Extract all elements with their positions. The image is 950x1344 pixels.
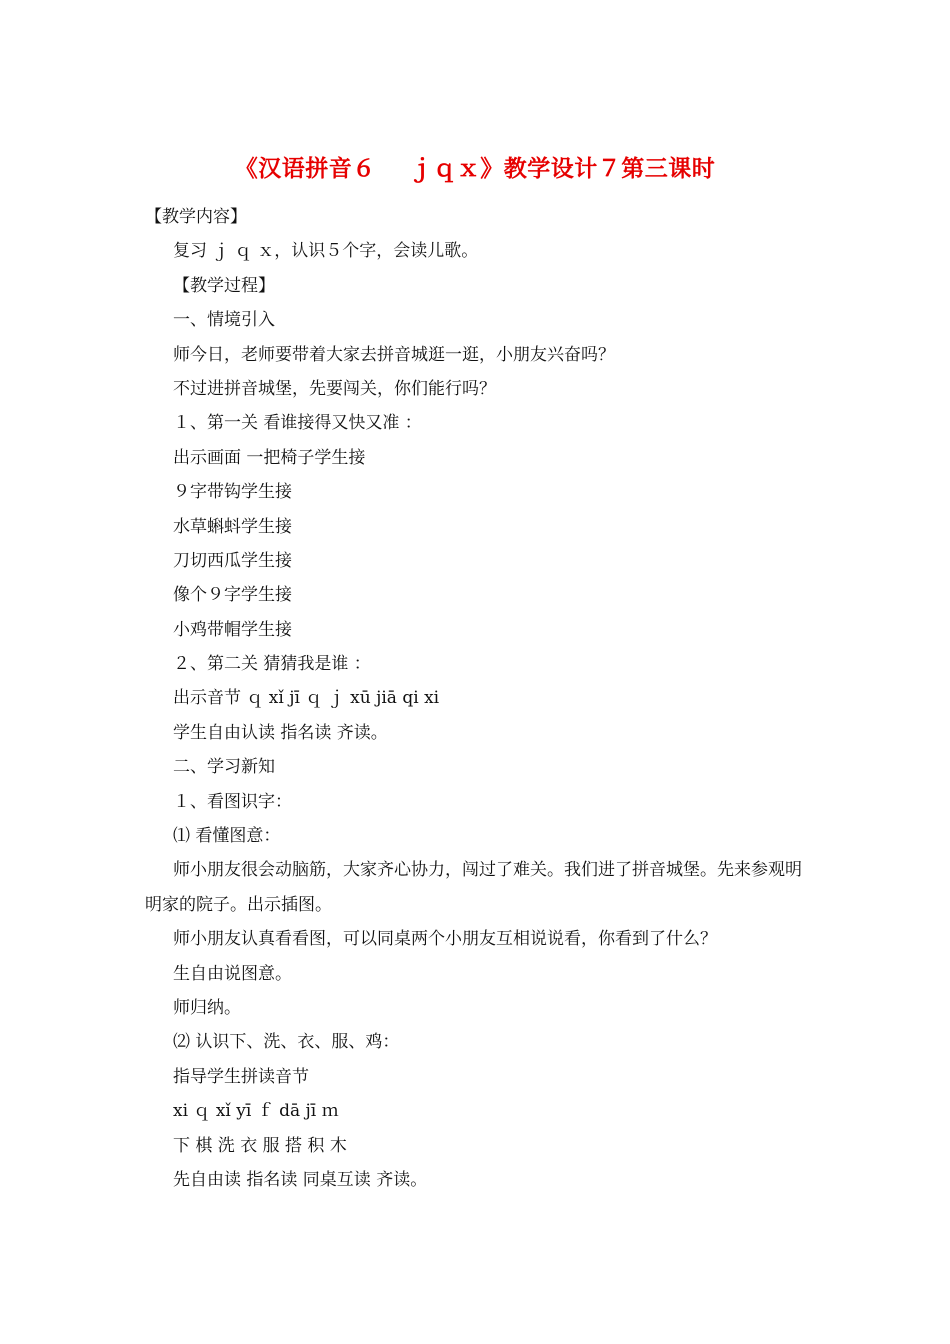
paragraph-line: 指导学生拼读音节: [173, 1066, 309, 1087]
paragraph-line: 像个９字学生接: [173, 585, 292, 606]
paragraph-line: ⑴ 看懂图意：: [173, 826, 281, 847]
paragraph-line: 刀切西瓜学生接: [173, 550, 292, 571]
paragraph-line: 复习 ｊ ｑ ｘ，认识５个字，会读儿歌。: [173, 241, 479, 262]
paragraph-line: ２、第二关 猜猜我是谁 ：: [173, 654, 371, 675]
paragraph-line: 下 棋 洗 衣 服 搭 积 木: [173, 1135, 347, 1156]
paragraph-line: 先自由读 指名读 同桌互读 齐读。: [173, 1169, 428, 1190]
paragraph-line: 生自由说图意。: [173, 963, 292, 984]
paragraph-line: 一、情境引入: [173, 310, 275, 331]
paragraph-line: 师归纳。: [173, 998, 241, 1019]
paragraph-line: ９字带钩学生接: [173, 482, 292, 503]
paragraph-line: 二、学习新知: [173, 757, 275, 778]
paragraph-line: xi ｑ xǐ yī ｆ dā jī ｍ: [173, 1101, 339, 1122]
paragraph-line: １、第一关 看谁接得又快又准 ：: [173, 413, 422, 434]
paragraph-line: 师小朋友很会动脑筋，大家齐心协力，闯过了难关。我们进了拼音城堡。先来参观明明家的院子。出示插图。: [145, 860, 802, 915]
paragraph-line: 师小朋友认真看看图，可以同桌两个小朋友互相说说看，你看到了什么？: [173, 929, 717, 950]
paragraph-line: 师今日，老师要带着大家去拼音城逛一逛，小朋友兴奋吗？: [173, 344, 615, 365]
paragraph-line: 不过进拼音城堡，先要闯关，你们能行吗？: [173, 378, 496, 399]
paragraph-line: ⑵ 认识下、洗、衣、服、鸡：: [173, 1032, 400, 1053]
paragraph-line: 【教学过程】: [173, 275, 275, 296]
paragraph-line: 【教学内容】: [145, 207, 247, 227]
paragraph-line: 出示音节 ｑ xǐ jī ｑ ｊ xū jiā qi xi: [173, 688, 440, 709]
paragraph-line: 小鸡带帽学生接: [173, 619, 292, 640]
paragraph-line: 出示画面 一把椅子学生接: [173, 447, 366, 468]
document-body: [145, 200, 810, 1197]
document-title: 《汉语拼音６ ｊｑｘ》教学设计７第三课时: [234, 155, 716, 182]
paragraph-line: 水草蝌蚪学生接: [173, 516, 292, 537]
paragraph-line: 学生自由认读 指名读 齐读。: [173, 722, 388, 743]
paragraph-line: １、看图识字：: [173, 791, 292, 812]
